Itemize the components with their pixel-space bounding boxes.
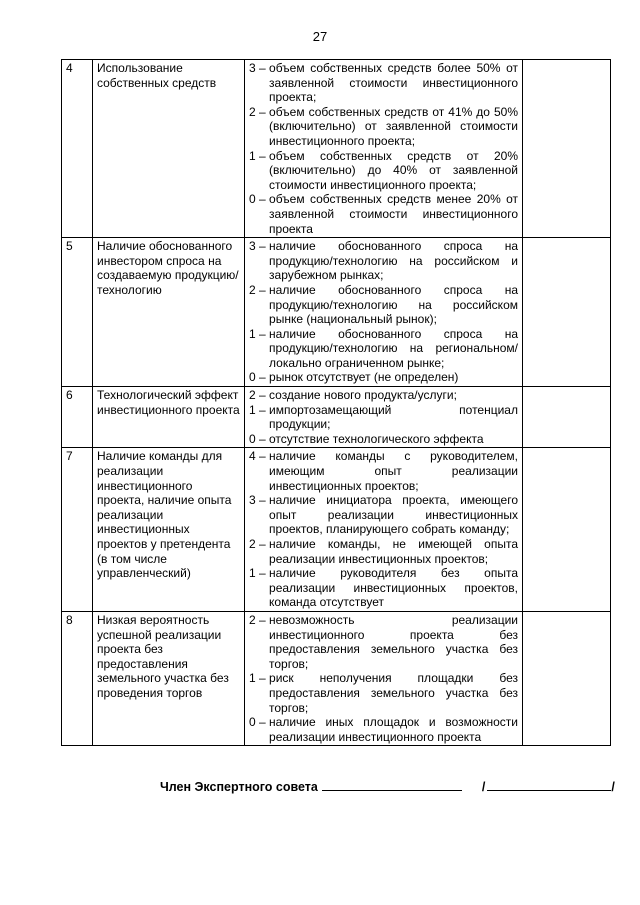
score-points: 1 – <box>249 326 270 341</box>
score-option <box>249 537 518 566</box>
criteria-row <box>62 448 611 612</box>
criteria-scores <box>245 387 523 448</box>
score-description: наличие обоснованного спроса на продукцию/технологию на российском и зарубежном рынках; <box>269 239 518 283</box>
score-description: рынок отсутствует (не определен) <box>269 370 459 385</box>
score-option <box>249 61 518 105</box>
score-option <box>249 493 518 537</box>
criteria-number: 8 <box>62 611 93 745</box>
score-option <box>249 239 518 283</box>
score-description: объем собственных средств от 20% (включительно) до 40% от заявленной стоимости инвестиционного проекта; <box>269 148 518 192</box>
score-description: наличие иных площадок и возможности реализации инвестиционного проекта <box>269 715 518 744</box>
criteria-table-body <box>62 60 611 746</box>
signature-decode-line[interactable] <box>487 778 611 791</box>
criteria-row <box>62 387 611 448</box>
criteria-number: 7 <box>62 448 93 612</box>
score-option <box>249 192 518 236</box>
criteria-name: Наличие обоснованного инвестором спроса на создаваемую продукцию/технологию <box>93 238 245 387</box>
criteria-number: 5 <box>62 238 93 387</box>
score-description: наличие обоснованного спроса на продукцию/технологию на региональном/ локально ограниченном рынке; <box>269 326 518 370</box>
score-description: объем собственных средств более 50% от заявленной стоимости инвестиционного проекта; <box>269 61 518 105</box>
signature-end-slash: / <box>611 780 615 794</box>
score-option <box>249 671 518 715</box>
score-points: 3 – <box>249 493 270 508</box>
score-points: 3 – <box>249 61 270 75</box>
criteria-table <box>61 59 611 746</box>
score-description: объем собственных средств менее 20% от заявленной стоимости инвестиционного проекта <box>269 192 518 236</box>
score-description: наличие команды с руководителем, имеющим опыт реализации инвестиционных проектов; <box>269 449 518 493</box>
score-points: 1 – <box>249 566 270 581</box>
score-points: 1 – <box>249 671 270 686</box>
criteria-name: Использование собственных средств <box>93 60 245 238</box>
score-option <box>249 715 518 744</box>
criteria-scores <box>245 60 523 238</box>
score-option <box>249 370 518 385</box>
criteria-number: 4 <box>62 60 93 238</box>
score-option <box>249 613 518 671</box>
score-description: риск неполучения площадки без предоставления земельного участка без торгов; <box>269 671 518 715</box>
score-description: наличие руководителя без опыта реализации инвестиционных проектов, команда отсутствует <box>269 566 518 610</box>
score-description: наличие команды, не имеющей опыта реализации инвестиционных проектов; <box>269 537 518 566</box>
score-description: отсутствие технологического эффекта <box>269 431 484 446</box>
score-description: импортозамещающий потенциал продукции; <box>269 402 518 432</box>
score-description: объем собственных средств от 41% до 50% (включительно) от заявленной стоимости инвестиционного проекта; <box>269 104 518 148</box>
score-option <box>249 388 518 403</box>
score-option <box>249 432 518 447</box>
criteria-name: Технологический эффект инвестиционного проекта <box>93 387 245 448</box>
score-option <box>249 105 518 149</box>
signature-block <box>160 778 615 794</box>
score-points: 0 – <box>249 431 270 446</box>
criteria-row <box>62 238 611 387</box>
score-points: 0 – <box>249 715 270 730</box>
score-option <box>249 149 518 193</box>
criteria-scores <box>245 611 523 745</box>
score-points: 0 – <box>249 370 270 385</box>
score-points: 2 – <box>249 282 270 297</box>
criteria-row <box>62 60 611 238</box>
score-points: 4 – <box>249 449 270 464</box>
score-points: 2 – <box>249 612 270 627</box>
criteria-name: Наличие команды для реализации инвестиционного проекта, наличие опыта реализации инвестиционных проектов у претендента (в том числе управленческий) <box>93 448 245 612</box>
score-option <box>249 403 518 432</box>
criteria-scores <box>245 238 523 387</box>
score-description: создание нового продукта/услуги; <box>269 388 457 403</box>
score-option <box>249 327 518 371</box>
score-points: 1 – <box>249 402 270 417</box>
score-points: 3 – <box>249 239 270 254</box>
score-option <box>249 566 518 610</box>
criteria-name: Низкая вероятность успешной реализации проекта без предоставления земельного участка без проведения торгов <box>93 611 245 745</box>
score-points: 0 – <box>249 192 270 207</box>
score-entry-cell[interactable] <box>523 60 611 238</box>
score-entry-cell[interactable] <box>523 448 611 612</box>
score-points: 2 – <box>249 537 270 551</box>
signature-label: Член Экспертного совета <box>160 780 318 794</box>
score-points: 2 – <box>249 388 270 403</box>
score-points: 1 – <box>249 148 270 163</box>
score-description: невозможность реализации инвестиционного проекта без предоставления земельного участка без торгов; <box>269 612 518 671</box>
page-number: 27 <box>312 29 328 44</box>
signature-slash: / <box>481 780 486 794</box>
score-entry-cell[interactable] <box>523 238 611 387</box>
signature-name-line[interactable] <box>322 778 462 791</box>
score-option <box>249 449 518 493</box>
criteria-row <box>62 611 611 745</box>
score-description: наличие обоснованного спроса на продукцию/технологию на российском рынке (национальный рынок); <box>269 282 518 327</box>
criteria-scores <box>245 448 523 612</box>
criteria-number: 6 <box>62 387 93 448</box>
score-points: 2 – <box>249 104 270 119</box>
score-option <box>249 283 518 327</box>
score-description: наличие инициатора проекта, имеющего опыт реализации инвестиционных проектов, планирующего собрать команду; <box>269 493 518 537</box>
score-entry-cell[interactable] <box>523 387 611 448</box>
score-entry-cell[interactable] <box>523 611 611 745</box>
